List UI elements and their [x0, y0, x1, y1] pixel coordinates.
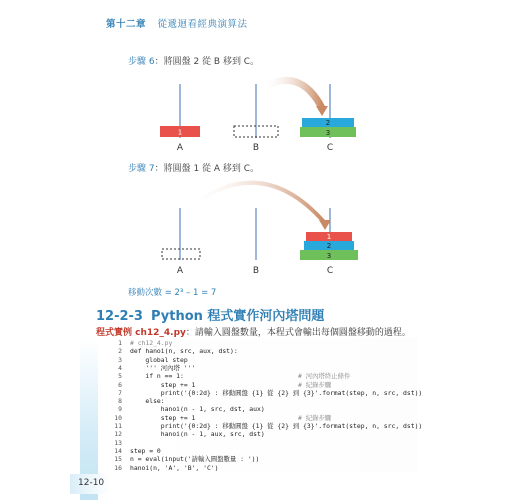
empty-disk-outline-a: [162, 249, 200, 259]
example-label: 程式實例 ch12_4.py: [96, 328, 186, 338]
code-text: else:: [130, 397, 165, 406]
line-number: 6: [118, 380, 122, 389]
code-text: print('{0:2d} : 移動圓盤 {1} 從 {2} 到 {3}'.format(step, n, src, dst)): [130, 388, 423, 397]
code-text: def hanoi(n, src, aux, dst):: [130, 347, 238, 356]
disk-3-label-step6: 3: [325, 129, 331, 137]
step-7-prefix: 步驟 7: [128, 164, 155, 174]
line-number: 7: [118, 388, 122, 397]
peg-label-a-step7: A: [176, 266, 184, 276]
code-text: step += 1: [130, 380, 196, 389]
line-number: 15: [114, 455, 122, 464]
code-text: # ch12_4.py: [130, 339, 173, 347]
example-line: [96, 325, 411, 338]
code-comment: # 紀錄步驟: [298, 413, 332, 422]
line-number: 4: [118, 363, 122, 372]
section-title: [96, 305, 324, 324]
code-text: hanoi(n - 1, src, dst, aux): [130, 405, 265, 414]
line-number: 2: [118, 347, 122, 356]
disk-2-label-step7: 2: [326, 242, 332, 250]
line-number: 10: [114, 413, 122, 422]
move-count: 移動次數 = 2³ – 1 = 7: [128, 288, 217, 298]
disk-1-label-step7: 1: [326, 233, 332, 241]
page-number: 12-10: [78, 478, 105, 488]
code-line: [108, 463, 219, 473]
code-text: if n == 1:: [130, 372, 184, 381]
code-text: ''' 河內塔 ''': [130, 363, 196, 372]
code-text: print('{0:2d} : 移動圓盤 {1} 從 {2} 到 {3}'.format(step, n, src, dst)): [130, 422, 423, 430]
peg-label-c-step6: C: [326, 143, 334, 153]
code-text: step += 1: [130, 413, 196, 422]
code-text: hanoi(n - 1, aux, src, dst): [130, 430, 265, 439]
move-arrow-step7: [186, 183, 324, 222]
move-arrow-step6: [262, 80, 322, 108]
example-text: ：請輸入圓盤數量，本程式會輸出每個圓盤移動的過程。: [185, 328, 411, 338]
code-text: global step: [130, 355, 188, 364]
step-7-label: [128, 161, 259, 174]
peg-label-a-step6: A: [176, 143, 184, 153]
step-6-text: ：將圓盤 2 從 B 移到 C。: [154, 57, 260, 67]
step-7-text: ：將圓盤 1 從 A 移到 C。: [154, 164, 260, 174]
step-6-prefix: 步驟 6: [128, 57, 155, 67]
arrow-head-step7: [319, 220, 331, 230]
arrow-head-step6: [316, 106, 328, 116]
chapter-title: 從遞迴看經典演算法: [157, 19, 248, 30]
line-number: 9: [118, 405, 122, 414]
code-line: [108, 429, 265, 439]
peg-label-c-step7: C: [326, 266, 334, 276]
line-number: 11: [114, 422, 122, 430]
code-text: hanoi(n, 'A', 'B', 'C'): [130, 463, 219, 472]
peg-label-b-step6: B: [252, 143, 260, 153]
line-number: 8: [118, 397, 122, 406]
disk-2-label-step6: 2: [325, 119, 331, 127]
code-block: [108, 338, 423, 472]
line-number: 13: [114, 438, 122, 447]
disk-3-label-step7: 3: [326, 252, 332, 260]
chapter-number: 第十二章: [106, 19, 147, 30]
code-text: n = eval(input('請輸入圓盤數量 : ')): [130, 455, 260, 464]
line-number: 12: [114, 430, 122, 439]
code-comment: # 河內塔終止條件: [298, 372, 351, 381]
section-number: 12-2-3: [96, 309, 143, 324]
line-number: 5: [118, 372, 122, 381]
disk-1-label-step6: 1: [177, 128, 183, 137]
code-text: step = 0: [130, 446, 161, 455]
line-number: 16: [114, 463, 122, 472]
line-number: 3: [118, 355, 122, 364]
peg-label-b-step7: B: [252, 266, 260, 276]
code-comment: # 紀錄步驟: [298, 380, 332, 389]
section-heading: Python 程式實作河內塔問題: [150, 309, 325, 324]
line-number: 1: [118, 339, 122, 347]
line-number: 14: [114, 446, 122, 455]
